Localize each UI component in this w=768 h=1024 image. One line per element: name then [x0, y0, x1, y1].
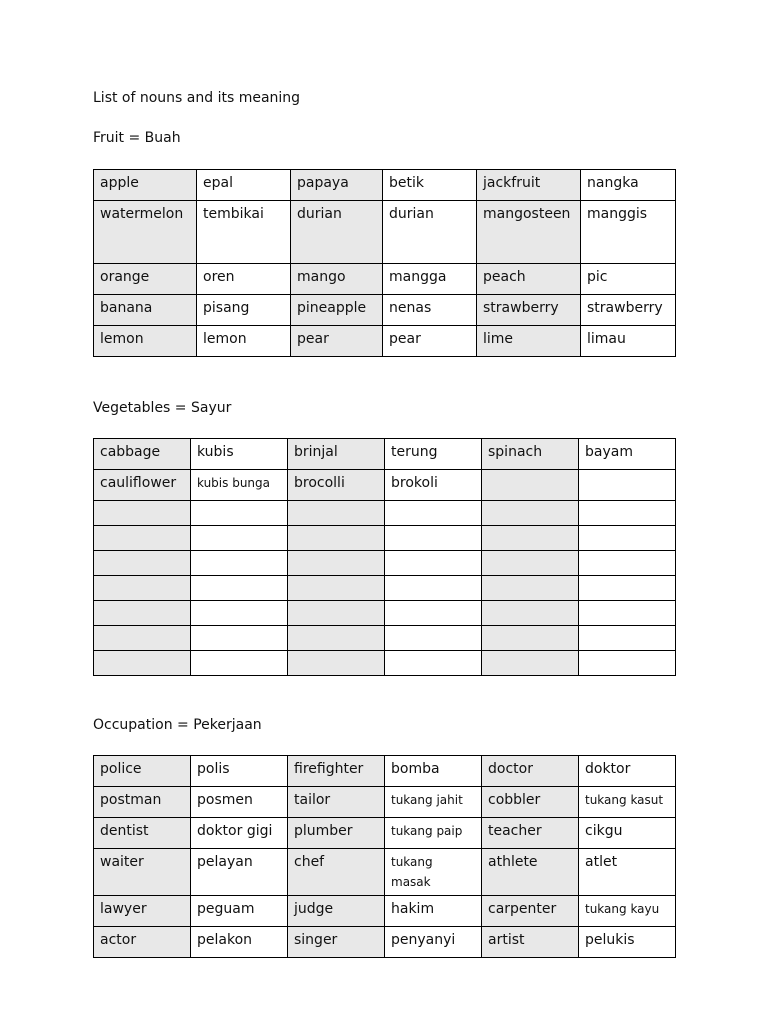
english-word-cell: plumber [288, 818, 385, 849]
malay-word-cell: posmen [191, 787, 288, 818]
english-word-cell [288, 651, 385, 676]
english-word-cell: brocolli [288, 470, 385, 501]
malay-word-cell [385, 626, 482, 651]
english-word-cell [94, 576, 191, 601]
english-word-cell [482, 651, 579, 676]
malay-word-cell: lemon [197, 326, 291, 357]
table-row [94, 651, 676, 676]
english-word-cell: lemon [94, 326, 197, 357]
malay-word-cell [579, 501, 676, 526]
english-word-cell [482, 551, 579, 576]
table-row [94, 326, 676, 357]
malay-word-cell: doktor [579, 756, 676, 787]
malay-word-cell [385, 526, 482, 551]
malay-word-cell: pelukis [579, 927, 676, 958]
malay-word-cell [385, 551, 482, 576]
malay-word-cell: bomba [385, 756, 482, 787]
malay-word-cell: mangga [383, 264, 477, 295]
malay-word-cell [191, 576, 288, 601]
malay-word-cell: brokoli [385, 470, 482, 501]
fruit-table [93, 169, 676, 357]
english-word-cell [482, 526, 579, 551]
malay-word-cell: durian [383, 201, 477, 264]
fruit-heading: Fruit = Buah [93, 130, 181, 146]
malay-word-cell [385, 576, 482, 601]
english-word-cell [482, 470, 579, 501]
malay-word-cell: nangka [581, 170, 676, 201]
english-word-cell: cabbage [94, 439, 191, 470]
table-row [94, 295, 676, 326]
malay-word-cell [579, 651, 676, 676]
english-word-cell: lime [477, 326, 581, 357]
english-word-cell [94, 601, 191, 626]
malay-word-cell: penyanyi [385, 927, 482, 958]
malay-word-cell: hakim [385, 896, 482, 927]
malay-word-cell [579, 470, 676, 501]
table-row [94, 849, 676, 896]
english-word-cell: mango [291, 264, 383, 295]
english-word-cell: apple [94, 170, 197, 201]
english-word-cell: waiter [94, 849, 191, 896]
english-word-cell [94, 526, 191, 551]
english-word-cell [288, 626, 385, 651]
malay-word-cell: manggis [581, 201, 676, 264]
table-row [94, 787, 676, 818]
malay-word-cell: tembikai [197, 201, 291, 264]
malay-word-cell: tukang masak [385, 849, 482, 896]
table-row [94, 439, 676, 470]
malay-word-cell [191, 601, 288, 626]
english-word-cell: tailor [288, 787, 385, 818]
vegetables-table [93, 438, 676, 676]
malay-word-cell: tukang jahit [385, 787, 482, 818]
malay-word-cell: pear [383, 326, 477, 357]
table-row [94, 576, 676, 601]
malay-word-cell [579, 626, 676, 651]
english-word-cell: durian [291, 201, 383, 264]
english-word-cell: postman [94, 787, 191, 818]
occupation-heading: Occupation = Pekerjaan [93, 717, 262, 733]
english-word-cell: singer [288, 927, 385, 958]
english-word-cell: pear [291, 326, 383, 357]
malay-word-cell [579, 601, 676, 626]
english-word-cell [288, 576, 385, 601]
english-word-cell: police [94, 756, 191, 787]
table-row [94, 501, 676, 526]
english-word-cell [94, 501, 191, 526]
malay-word-cell: cikgu [579, 818, 676, 849]
table-row [94, 601, 676, 626]
english-word-cell: spinach [482, 439, 579, 470]
english-word-cell [482, 626, 579, 651]
occupation-table [93, 755, 676, 958]
malay-word-cell: tukang kasut [579, 787, 676, 818]
malay-word-cell: betik [383, 170, 477, 201]
english-word-cell: carpenter [482, 896, 579, 927]
table-row [94, 170, 676, 201]
table-row [94, 526, 676, 551]
english-word-cell: teacher [482, 818, 579, 849]
table-row [94, 626, 676, 651]
english-word-cell: chef [288, 849, 385, 896]
malay-word-cell [579, 576, 676, 601]
malay-word-cell [191, 626, 288, 651]
english-word-cell [288, 601, 385, 626]
english-word-cell: cobbler [482, 787, 579, 818]
malay-word-cell: pelayan [191, 849, 288, 896]
english-word-cell: firefighter [288, 756, 385, 787]
malay-word-cell: kubis bunga [191, 470, 288, 501]
english-word-cell [482, 601, 579, 626]
malay-word-cell: kubis [191, 439, 288, 470]
english-word-cell: cauliflower [94, 470, 191, 501]
vegetables-heading: Vegetables = Sayur [93, 400, 232, 416]
malay-word-cell: tukang kayu [579, 896, 676, 927]
english-word-cell: watermelon [94, 201, 197, 264]
english-word-cell: athlete [482, 849, 579, 896]
document-title: List of nouns and its meaning [93, 90, 301, 106]
english-word-cell: banana [94, 295, 197, 326]
malay-word-cell [191, 526, 288, 551]
malay-word-cell: pisang [197, 295, 291, 326]
table-row [94, 264, 676, 295]
malay-word-cell [191, 651, 288, 676]
table-row [94, 201, 676, 264]
table-row [94, 927, 676, 958]
english-word-cell: mangosteen [477, 201, 581, 264]
malay-word-cell: epal [197, 170, 291, 201]
malay-word-cell: pelakon [191, 927, 288, 958]
malay-word-cell: doktor gigi [191, 818, 288, 849]
malay-word-cell: polis [191, 756, 288, 787]
english-word-cell: orange [94, 264, 197, 295]
english-word-cell: pineapple [291, 295, 383, 326]
malay-word-cell [385, 501, 482, 526]
table-row [94, 896, 676, 927]
english-word-cell [288, 551, 385, 576]
english-word-cell: artist [482, 927, 579, 958]
malay-word-cell: tukang paip [385, 818, 482, 849]
malay-word-cell: limau [581, 326, 676, 357]
malay-word-cell: peguam [191, 896, 288, 927]
english-word-cell: judge [288, 896, 385, 927]
english-word-cell [288, 501, 385, 526]
table-row [94, 756, 676, 787]
malay-word-cell: atlet [579, 849, 676, 896]
english-word-cell [94, 651, 191, 676]
malay-word-cell: pic [581, 264, 676, 295]
malay-word-cell [191, 501, 288, 526]
english-word-cell [482, 501, 579, 526]
english-word-cell: papaya [291, 170, 383, 201]
malay-word-cell [385, 651, 482, 676]
english-word-cell: brinjal [288, 439, 385, 470]
table-row [94, 470, 676, 501]
malay-word-cell: strawberry [581, 295, 676, 326]
malay-word-cell: bayam [579, 439, 676, 470]
english-word-cell: lawyer [94, 896, 191, 927]
english-word-cell [288, 526, 385, 551]
malay-word-cell: oren [197, 264, 291, 295]
english-word-cell [94, 551, 191, 576]
malay-word-cell: terung [385, 439, 482, 470]
table-row [94, 818, 676, 849]
english-word-cell: jackfruit [477, 170, 581, 201]
malay-word-cell [579, 551, 676, 576]
english-word-cell: strawberry [477, 295, 581, 326]
malay-word-cell [385, 601, 482, 626]
english-word-cell: actor [94, 927, 191, 958]
malay-word-cell: nenas [383, 295, 477, 326]
english-word-cell: dentist [94, 818, 191, 849]
table-row [94, 551, 676, 576]
english-word-cell: peach [477, 264, 581, 295]
english-word-cell [482, 576, 579, 601]
malay-word-cell [579, 526, 676, 551]
malay-word-cell [191, 551, 288, 576]
english-word-cell [94, 626, 191, 651]
english-word-cell: doctor [482, 756, 579, 787]
